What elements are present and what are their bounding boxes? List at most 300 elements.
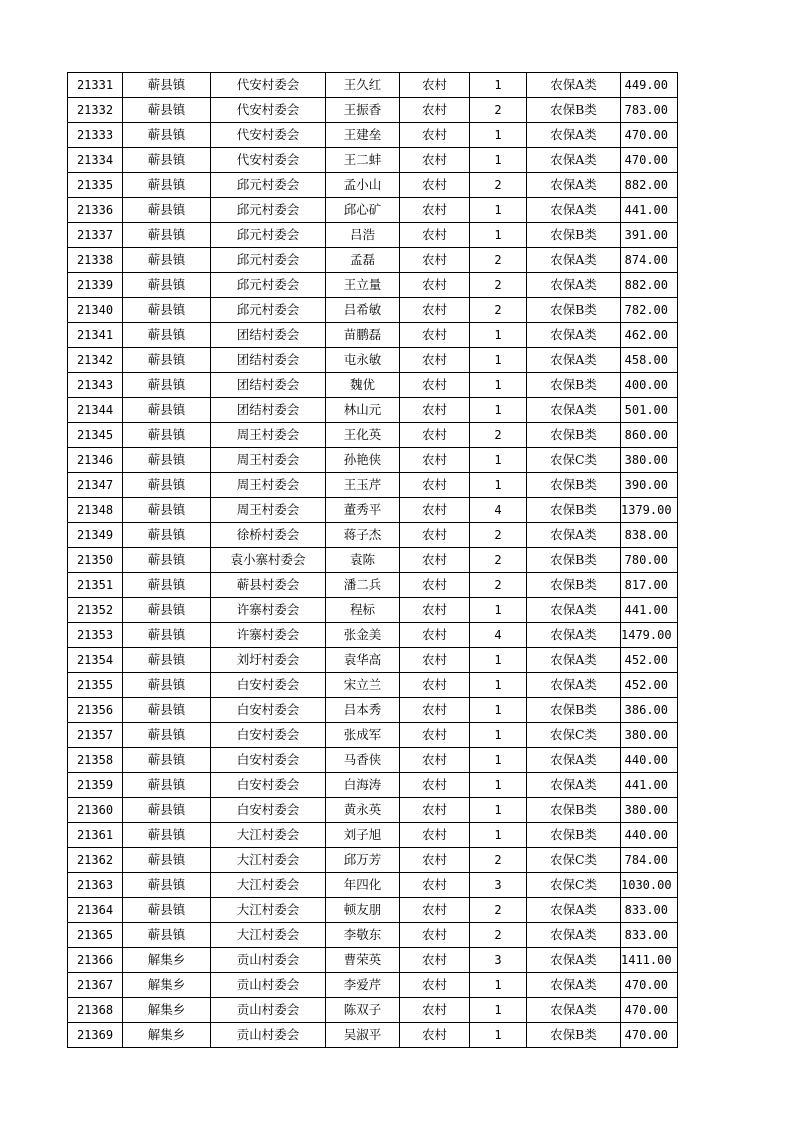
insurance-class-cell: 农保C类 [527, 873, 621, 898]
household-count-cell: 4 [470, 498, 527, 523]
record-id-cell: 21335 [68, 173, 123, 198]
insurance-class-cell: 农保A类 [527, 898, 621, 923]
household-count-cell: 1 [470, 148, 527, 173]
amount-cell: 780.00 [621, 548, 678, 573]
village-committee-cell: 代安村委会 [211, 123, 326, 148]
village-committee-cell: 徐桥村委会 [211, 523, 326, 548]
township-cell: 蕲县镇 [123, 523, 211, 548]
township-cell: 蕲县镇 [123, 773, 211, 798]
record-id-cell: 21361 [68, 823, 123, 848]
name-cell: 张成军 [326, 723, 400, 748]
table-row [68, 98, 678, 123]
township-cell: 解集乡 [123, 998, 211, 1023]
name-cell: 李爱芹 [326, 973, 400, 998]
township-cell: 蕲县镇 [123, 73, 211, 98]
table-row [68, 798, 678, 823]
record-id-cell: 21346 [68, 448, 123, 473]
village-committee-cell: 白安村委会 [211, 723, 326, 748]
table-row [68, 198, 678, 223]
area-type-cell: 农村 [400, 723, 470, 748]
village-committee-cell: 大江村委会 [211, 823, 326, 848]
record-id-cell: 21338 [68, 248, 123, 273]
name-cell: 马香侠 [326, 748, 400, 773]
table-row [68, 948, 678, 973]
amount-cell: 817.00 [621, 573, 678, 598]
village-committee-cell: 大江村委会 [211, 923, 326, 948]
household-count-cell: 1 [470, 723, 527, 748]
record-id-cell: 21366 [68, 948, 123, 973]
insurance-class-cell: 农保A类 [527, 148, 621, 173]
village-committee-cell: 团结村委会 [211, 348, 326, 373]
township-cell: 蕲县镇 [123, 498, 211, 523]
record-id-cell: 21350 [68, 548, 123, 573]
table-row [68, 448, 678, 473]
area-type-cell: 农村 [400, 898, 470, 923]
township-cell: 蕲县镇 [123, 248, 211, 273]
table-row [68, 223, 678, 248]
insurance-class-cell: 农保A类 [527, 973, 621, 998]
name-cell: 王振香 [326, 98, 400, 123]
name-cell: 宋立兰 [326, 673, 400, 698]
record-id-cell: 21357 [68, 723, 123, 748]
household-count-cell: 1 [470, 223, 527, 248]
amount-cell: 390.00 [621, 473, 678, 498]
name-cell: 袁华高 [326, 648, 400, 673]
amount-cell: 462.00 [621, 323, 678, 348]
insurance-class-cell: 农保A类 [527, 948, 621, 973]
village-committee-cell: 白安村委会 [211, 748, 326, 773]
household-count-cell: 1 [470, 798, 527, 823]
name-cell: 蒋子杰 [326, 523, 400, 548]
name-cell: 潘二兵 [326, 573, 400, 598]
name-cell: 曹荣英 [326, 948, 400, 973]
household-count-cell: 2 [470, 573, 527, 598]
records-table [67, 72, 678, 1048]
area-type-cell: 农村 [400, 798, 470, 823]
household-count-cell: 1 [470, 323, 527, 348]
table-row [68, 823, 678, 848]
record-id-cell: 21367 [68, 973, 123, 998]
amount-cell: 380.00 [621, 798, 678, 823]
table-row [68, 623, 678, 648]
area-type-cell: 农村 [400, 648, 470, 673]
record-id-cell: 21352 [68, 598, 123, 623]
insurance-class-cell: 农保A类 [527, 998, 621, 1023]
area-type-cell: 农村 [400, 948, 470, 973]
household-count-cell: 1 [470, 648, 527, 673]
insurance-class-cell: 农保A类 [527, 773, 621, 798]
name-cell: 顿友朋 [326, 898, 400, 923]
record-id-cell: 21354 [68, 648, 123, 673]
record-id-cell: 21359 [68, 773, 123, 798]
village-committee-cell: 袁小寨村委会 [211, 548, 326, 573]
township-cell: 蕲县镇 [123, 573, 211, 598]
village-committee-cell: 邱元村委会 [211, 273, 326, 298]
amount-cell: 470.00 [621, 123, 678, 148]
household-count-cell: 1 [470, 1023, 527, 1048]
insurance-class-cell: 农保C类 [527, 848, 621, 873]
township-cell: 蕲县镇 [123, 98, 211, 123]
insurance-class-cell: 农保B类 [527, 298, 621, 323]
village-committee-cell: 刘圩村委会 [211, 648, 326, 673]
amount-cell: 874.00 [621, 248, 678, 273]
insurance-class-cell: 农保B类 [527, 473, 621, 498]
name-cell: 孟磊 [326, 248, 400, 273]
household-count-cell: 2 [470, 248, 527, 273]
table-row [68, 73, 678, 98]
table-row [68, 923, 678, 948]
household-count-cell: 2 [470, 523, 527, 548]
amount-cell: 833.00 [621, 923, 678, 948]
insurance-class-cell: 农保B类 [527, 498, 621, 523]
name-cell: 王久红 [326, 73, 400, 98]
insurance-class-cell: 农保B类 [527, 548, 621, 573]
table-row [68, 648, 678, 673]
record-id-cell: 21342 [68, 348, 123, 373]
household-count-cell: 2 [470, 423, 527, 448]
amount-cell: 838.00 [621, 523, 678, 548]
township-cell: 解集乡 [123, 973, 211, 998]
table-row [68, 523, 678, 548]
village-committee-cell: 许寨村委会 [211, 598, 326, 623]
township-cell: 蕲县镇 [123, 273, 211, 298]
area-type-cell: 农村 [400, 673, 470, 698]
village-committee-cell: 白安村委会 [211, 773, 326, 798]
name-cell: 邱万芳 [326, 848, 400, 873]
record-id-cell: 21358 [68, 748, 123, 773]
table-row [68, 298, 678, 323]
village-committee-cell: 邱元村委会 [211, 248, 326, 273]
area-type-cell: 农村 [400, 498, 470, 523]
household-count-cell: 1 [470, 448, 527, 473]
insurance-class-cell: 农保A类 [527, 198, 621, 223]
record-id-cell: 21333 [68, 123, 123, 148]
village-committee-cell: 团结村委会 [211, 323, 326, 348]
area-type-cell: 农村 [400, 548, 470, 573]
insurance-class-cell: 农保B类 [527, 798, 621, 823]
name-cell: 吕希敏 [326, 298, 400, 323]
insurance-class-cell: 农保B类 [527, 423, 621, 448]
name-cell: 王化英 [326, 423, 400, 448]
village-committee-cell: 大江村委会 [211, 898, 326, 923]
area-type-cell: 农村 [400, 73, 470, 98]
table-row [68, 398, 678, 423]
record-id-cell: 21341 [68, 323, 123, 348]
area-type-cell: 农村 [400, 298, 470, 323]
township-cell: 蕲县镇 [123, 148, 211, 173]
village-committee-cell: 白安村委会 [211, 698, 326, 723]
insurance-class-cell: 农保A类 [527, 323, 621, 348]
insurance-class-cell: 农保A类 [527, 123, 621, 148]
record-id-cell: 21351 [68, 573, 123, 598]
household-count-cell: 1 [470, 698, 527, 723]
area-type-cell: 农村 [400, 823, 470, 848]
township-cell: 蕲县镇 [123, 598, 211, 623]
village-committee-cell: 贡山村委会 [211, 948, 326, 973]
area-type-cell: 农村 [400, 273, 470, 298]
insurance-class-cell: 农保C类 [527, 723, 621, 748]
insurance-class-cell: 农保A类 [527, 673, 621, 698]
record-id-cell: 21347 [68, 473, 123, 498]
township-cell: 蕲县镇 [123, 923, 211, 948]
area-type-cell: 农村 [400, 373, 470, 398]
table-row [68, 598, 678, 623]
name-cell: 年四化 [326, 873, 400, 898]
table-row [68, 748, 678, 773]
household-count-cell: 1 [470, 673, 527, 698]
table-row [68, 323, 678, 348]
township-cell: 蕲县镇 [123, 698, 211, 723]
household-count-cell: 1 [470, 998, 527, 1023]
amount-cell: 440.00 [621, 823, 678, 848]
name-cell: 吕本秀 [326, 698, 400, 723]
name-cell: 王二蚌 [326, 148, 400, 173]
table-row [68, 898, 678, 923]
area-type-cell: 农村 [400, 598, 470, 623]
name-cell: 陈双子 [326, 998, 400, 1023]
area-type-cell: 农村 [400, 423, 470, 448]
name-cell: 王玉芹 [326, 473, 400, 498]
area-type-cell: 农村 [400, 973, 470, 998]
household-count-cell: 2 [470, 923, 527, 948]
amount-cell: 470.00 [621, 973, 678, 998]
insurance-class-cell: 农保A类 [527, 623, 621, 648]
village-committee-cell: 贡山村委会 [211, 998, 326, 1023]
table-row [68, 473, 678, 498]
village-committee-cell: 白安村委会 [211, 798, 326, 823]
record-id-cell: 21344 [68, 398, 123, 423]
household-count-cell: 1 [470, 823, 527, 848]
amount-cell: 882.00 [621, 273, 678, 298]
table-body [68, 73, 678, 1048]
record-id-cell: 21340 [68, 298, 123, 323]
amount-cell: 391.00 [621, 223, 678, 248]
insurance-class-cell: 农保B类 [527, 223, 621, 248]
name-cell: 董秀平 [326, 498, 400, 523]
name-cell: 孟小山 [326, 173, 400, 198]
township-cell: 蕲县镇 [123, 548, 211, 573]
village-committee-cell: 大江村委会 [211, 873, 326, 898]
village-committee-cell: 代安村委会 [211, 148, 326, 173]
table-row [68, 373, 678, 398]
household-count-cell: 1 [470, 973, 527, 998]
village-committee-cell: 周王村委会 [211, 423, 326, 448]
insurance-class-cell: 农保B类 [527, 373, 621, 398]
area-type-cell: 农村 [400, 448, 470, 473]
table-row [68, 848, 678, 873]
record-id-cell: 21364 [68, 898, 123, 923]
insurance-class-cell: 农保A类 [527, 173, 621, 198]
amount-cell: 452.00 [621, 648, 678, 673]
name-cell: 王立量 [326, 273, 400, 298]
amount-cell: 458.00 [621, 348, 678, 373]
name-cell: 袁陈 [326, 548, 400, 573]
household-count-cell: 2 [470, 548, 527, 573]
area-type-cell: 农村 [400, 923, 470, 948]
table-row [68, 1023, 678, 1048]
household-count-cell: 1 [470, 473, 527, 498]
name-cell: 程标 [326, 598, 400, 623]
record-id-cell: 21368 [68, 998, 123, 1023]
name-cell: 孙艳侠 [326, 448, 400, 473]
village-committee-cell: 团结村委会 [211, 398, 326, 423]
area-type-cell: 农村 [400, 348, 470, 373]
record-id-cell: 21332 [68, 98, 123, 123]
insurance-class-cell: 农保A类 [527, 398, 621, 423]
township-cell: 蕲县镇 [123, 648, 211, 673]
amount-cell: 380.00 [621, 448, 678, 473]
household-count-cell: 4 [470, 623, 527, 648]
name-cell: 魏优 [326, 373, 400, 398]
insurance-class-cell: 农保A类 [527, 248, 621, 273]
amount-cell: 470.00 [621, 1023, 678, 1048]
insurance-class-cell: 农保A类 [527, 748, 621, 773]
insurance-class-cell: 农保A类 [527, 598, 621, 623]
name-cell: 王建垒 [326, 123, 400, 148]
table-row [68, 573, 678, 598]
amount-cell: 1379.00 [621, 498, 678, 523]
insurance-class-cell: 农保A类 [527, 648, 621, 673]
insurance-class-cell: 农保C类 [527, 448, 621, 473]
amount-cell: 783.00 [621, 98, 678, 123]
area-type-cell: 农村 [400, 773, 470, 798]
area-type-cell: 农村 [400, 573, 470, 598]
household-count-cell: 1 [470, 598, 527, 623]
table-row [68, 148, 678, 173]
amount-cell: 400.00 [621, 373, 678, 398]
record-id-cell: 21334 [68, 148, 123, 173]
name-cell: 林山元 [326, 398, 400, 423]
township-cell: 蕲县镇 [123, 748, 211, 773]
name-cell: 黄永英 [326, 798, 400, 823]
village-committee-cell: 贡山村委会 [211, 1023, 326, 1048]
township-cell: 蕲县镇 [123, 473, 211, 498]
name-cell: 苗鹏磊 [326, 323, 400, 348]
record-id-cell: 21348 [68, 498, 123, 523]
household-count-cell: 2 [470, 298, 527, 323]
amount-cell: 441.00 [621, 598, 678, 623]
township-cell: 蕲县镇 [123, 848, 211, 873]
insurance-class-cell: 农保B类 [527, 98, 621, 123]
table-row [68, 673, 678, 698]
table-row [68, 123, 678, 148]
household-count-cell: 2 [470, 173, 527, 198]
table-row [68, 548, 678, 573]
table-row [68, 348, 678, 373]
amount-cell: 449.00 [621, 73, 678, 98]
insurance-class-cell: 农保A类 [527, 348, 621, 373]
township-cell: 蕲县镇 [123, 123, 211, 148]
household-count-cell: 2 [470, 98, 527, 123]
household-count-cell: 2 [470, 848, 527, 873]
record-id-cell: 21356 [68, 698, 123, 723]
village-committee-cell: 邱元村委会 [211, 223, 326, 248]
area-type-cell: 农村 [400, 148, 470, 173]
area-type-cell: 农村 [400, 523, 470, 548]
village-committee-cell: 贡山村委会 [211, 973, 326, 998]
area-type-cell: 农村 [400, 398, 470, 423]
township-cell: 解集乡 [123, 1023, 211, 1048]
township-cell: 蕲县镇 [123, 173, 211, 198]
insurance-class-cell: 农保B类 [527, 573, 621, 598]
record-id-cell: 21362 [68, 848, 123, 873]
table-row [68, 998, 678, 1023]
household-count-cell: 1 [470, 373, 527, 398]
household-count-cell: 3 [470, 948, 527, 973]
amount-cell: 380.00 [621, 723, 678, 748]
township-cell: 蕲县镇 [123, 898, 211, 923]
household-count-cell: 1 [470, 123, 527, 148]
table-row [68, 173, 678, 198]
area-type-cell: 农村 [400, 248, 470, 273]
name-cell: 李敬东 [326, 923, 400, 948]
record-id-cell: 21355 [68, 673, 123, 698]
village-committee-cell: 邱元村委会 [211, 198, 326, 223]
village-committee-cell: 大江村委会 [211, 848, 326, 873]
township-cell: 蕲县镇 [123, 823, 211, 848]
amount-cell: 440.00 [621, 748, 678, 773]
household-count-cell: 1 [470, 398, 527, 423]
record-id-cell: 21365 [68, 923, 123, 948]
township-cell: 蕲县镇 [123, 223, 211, 248]
household-count-cell: 3 [470, 873, 527, 898]
amount-cell: 501.00 [621, 398, 678, 423]
area-type-cell: 农村 [400, 698, 470, 723]
amount-cell: 784.00 [621, 848, 678, 873]
name-cell: 邱心矿 [326, 198, 400, 223]
township-cell: 蕲县镇 [123, 723, 211, 748]
amount-cell: 441.00 [621, 198, 678, 223]
household-count-cell: 1 [470, 348, 527, 373]
amount-cell: 386.00 [621, 698, 678, 723]
township-cell: 蕲县镇 [123, 798, 211, 823]
township-cell: 蕲县镇 [123, 348, 211, 373]
area-type-cell: 农村 [400, 98, 470, 123]
township-cell: 蕲县镇 [123, 423, 211, 448]
record-id-cell: 21353 [68, 623, 123, 648]
township-cell: 蕲县镇 [123, 673, 211, 698]
record-id-cell: 21369 [68, 1023, 123, 1048]
area-type-cell: 农村 [400, 748, 470, 773]
record-id-cell: 21363 [68, 873, 123, 898]
village-committee-cell: 代安村委会 [211, 73, 326, 98]
table-row [68, 773, 678, 798]
insurance-class-cell: 农保A类 [527, 923, 621, 948]
table-row [68, 273, 678, 298]
township-cell: 蕲县镇 [123, 873, 211, 898]
amount-cell: 882.00 [621, 173, 678, 198]
area-type-cell: 农村 [400, 123, 470, 148]
table-row [68, 423, 678, 448]
village-committee-cell: 团结村委会 [211, 373, 326, 398]
area-type-cell: 农村 [400, 873, 470, 898]
amount-cell: 782.00 [621, 298, 678, 323]
insurance-class-cell: 农保A类 [527, 73, 621, 98]
village-committee-cell: 周王村委会 [211, 448, 326, 473]
insurance-class-cell: 农保B类 [527, 1023, 621, 1048]
name-cell: 张金美 [326, 623, 400, 648]
table-row [68, 973, 678, 998]
name-cell: 白海涛 [326, 773, 400, 798]
township-cell: 蕲县镇 [123, 623, 211, 648]
township-cell: 蕲县镇 [123, 323, 211, 348]
record-id-cell: 21339 [68, 273, 123, 298]
township-cell: 蕲县镇 [123, 298, 211, 323]
insurance-class-cell: 农保B类 [527, 698, 621, 723]
insurance-class-cell: 农保A类 [527, 273, 621, 298]
table-row [68, 498, 678, 523]
township-cell: 蕲县镇 [123, 448, 211, 473]
